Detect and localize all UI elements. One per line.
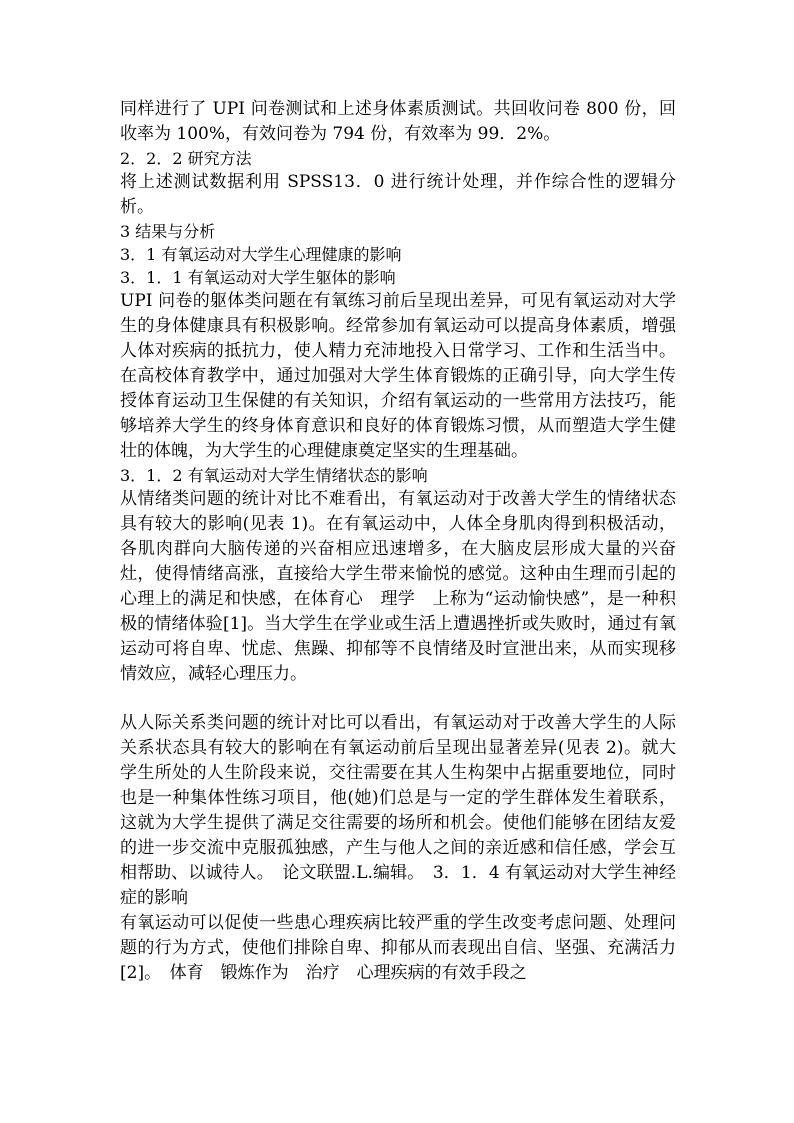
heading-emotion-effect: 3．1．2 有氧运动对大学生情绪状态的影响 xyxy=(120,466,428,485)
heading-body-effect: 3．1．1 有氧运动对大学生躯体的影响 xyxy=(120,268,396,287)
paragraph-statistics-method: 将上述测试数据利用 SPSS13．0 进行统计处理，并作综合性的逻辑分析。 xyxy=(120,172,676,217)
paragraph-interpersonal-effect: 从人际关系类问题的统计对比可以看出，有氧运动对于改善大学生的人际关系状态具有较大的影响在有氧运动前后呈现出显著差异(见表 2)。就大学生所处的人生阶段来说，交往需要在其人生构架中占据重要地位，同时也是一种集体性练习项目，他(她)们总是与一定的学生群体发生着联系，这就为大学生提供了满足交往需要的场所和机会。使他们能够在团结友爱的进一步交流中克服孤独感，产生与他人之间的亲近感和信任感，学会互相帮助、以诚待人。 论文联盟.L.编辑。 3．1．4 有氧运动对大学生神经症的影响 xyxy=(120,713,676,908)
document-page xyxy=(120,97,676,986)
paragraph-neurosis-effect: 有氧运动可以促使一些患心理疾病比较严重的学生改变考虑问题、处理问题的行为方式，使他们排除自卑、抑郁从而表现出自信、坚强、充满活力[2]。 体育 锻炼作为 治疗 心理疾病的有效手段之 xyxy=(120,913,676,983)
heading-mental-health-effect: 3．1 有氧运动对大学生心理健康的影响 xyxy=(120,245,402,264)
paragraph-emotion-effect: 从情绪类问题的统计对比不难看出，有氧运动对于改善大学生的情绪状态具有较大的影响(见表 1)。在有氧运动中，人体全身肌肉得到积极活动，各肌肉群向大脑传递的兴奋相应迅速增多，在大脑皮层形成大量的兴奋灶，使得情绪高涨，直接给大学生带来愉悦的感觉。这种由生理而引起的心理上的满足和快感，在体育心 理学 上称为“运动愉快感”，是一种积极的情绪体验[1]。当大学生在学业或生活上遭遇挫折或失败时，通过有氧运动可将自卑、忧虑、焦躁、抑郁等不良情绪及时宣泄出来，从而实现移情效应，减轻心理压力。 xyxy=(120,489,676,684)
heading-research-method: 2．2．2 研究方法 xyxy=(120,149,252,168)
paragraph-questionnaire-results: 同样进行了 UPI 问卷测试和上述身体素质测试。共回收问卷 800 份，回收率为 100%，有效问卷为 794 份，有效率为 99．2%。 xyxy=(120,99,676,144)
heading-results-analysis: 3 结果与分析 xyxy=(120,222,216,241)
paragraph-body-effect: UPI 问卷的躯体类问题在有氧练习前后呈现出差异，可见有氧运动对大学生的身体健康具有积极影响。经常参加有氧运动可以提高身体素质，增强人体对疾病的抵抗力，使人精力充沛地投入日常学习、工作和生活当中。在高校体育教学中，通过加强对大学生体育锻炼的正确引导，向大学生传授体育运动卫生保健的有关知识，介绍有氧运动的一些常用方法技巧，能够培养大学生的终身体育意识和良好的体育锻炼习惯，从而塑造大学生健壮的体魄，为大学生的心理健康奠定坚实的生理基础。 xyxy=(120,291,676,461)
paragraph-gap xyxy=(120,687,676,711)
